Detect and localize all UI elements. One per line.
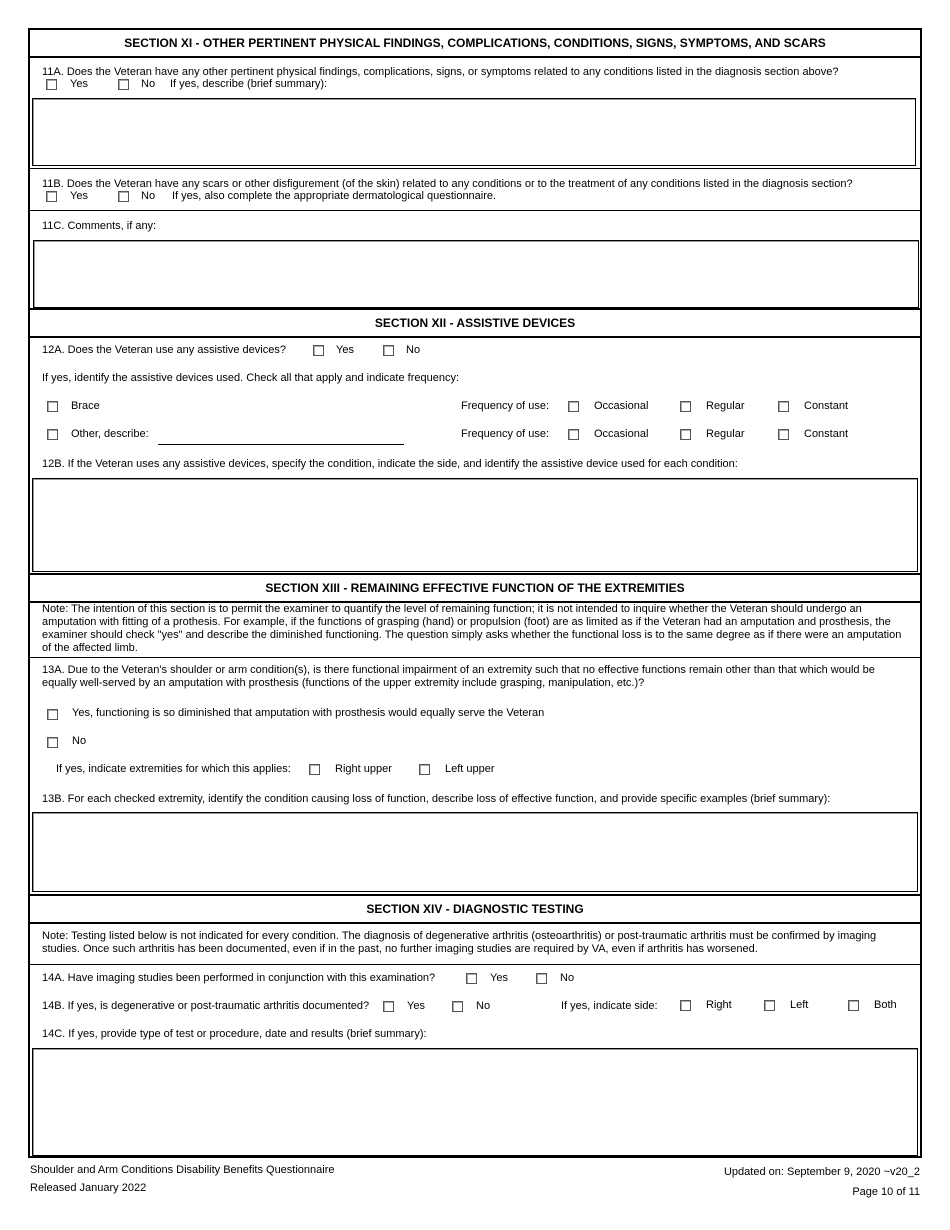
side-right-label: Right: [706, 999, 732, 1011]
left-upper-checkbox[interactable]: [419, 764, 430, 775]
q11b-no-checkbox[interactable]: [118, 191, 129, 202]
divider: [30, 657, 920, 658]
question-12a: 12A. Does the Veteran use any assistive devices?: [42, 344, 286, 356]
question-11a: 11A. Does the Veteran have any other pertinent physical findings, complications, signs, or symptoms related to any conditions listed in the diagnosis section above?: [42, 66, 839, 78]
question-12b: 12B. If the Veteran uses any assistive devices, specify the condition, indicate the side, and identify the assistive device used for each condition:: [42, 458, 738, 470]
q14b-no-label: No: [476, 1000, 491, 1012]
side-both-checkbox[interactable]: [848, 1000, 859, 1011]
q11a-no-checkbox[interactable]: [118, 79, 129, 90]
brace-constant-checkbox[interactable]: [778, 401, 789, 412]
q13a-yes-label: Yes, functioning is so diminished that amputation with prosthesis would equally serve the Veteran: [72, 707, 545, 719]
brace-occasional-label: Occasional: [594, 400, 649, 412]
brace-occasional-checkbox[interactable]: [568, 401, 579, 412]
brace-regular-checkbox[interactable]: [680, 401, 691, 412]
other-constant-label: Constant: [804, 428, 849, 440]
q12a-yes-checkbox[interactable]: [313, 345, 324, 356]
left-upper-label: Left upper: [445, 763, 495, 775]
q12b-details-field[interactable]: [32, 478, 918, 572]
brace-label: Brace: [71, 400, 100, 412]
divider: [30, 922, 920, 924]
q14b-yes-checkbox[interactable]: [383, 1001, 394, 1012]
q13b-details-field[interactable]: [32, 812, 918, 892]
question-13a: 13A. Due to the Veteran's shoulder or arm condition(s), is there functional impairment of an extremity such that no effective functions remain other than that which would be equally well-served by an amputation with prosthesis (functions of the upper extremity include grasping, manipulation, etc.)?: [42, 664, 875, 689]
side-both-label: Both: [874, 999, 897, 1011]
question-11b: 11B. Does the Veteran have any scars or other disfigurement (of the skin) related to any conditions or to the treatment of any conditions listed in the diagnosis section?: [42, 178, 853, 190]
question-11c: 11C. Comments, if any:: [42, 220, 157, 232]
other-regular-checkbox[interactable]: [680, 429, 691, 440]
q11b-no-label: No: [141, 190, 156, 202]
q14b-yes-label: Yes: [407, 1000, 425, 1012]
section-xiii-note: Note: The intention of this section is to permit the examiner to quantify the level of remaining function; it is not intended to inquire whether the Veteran should undergo an amputation with fitting of a prothesis. For example, if the functions of grasping (hand) or propulsion (foot) are as limited as if the Veteran had an amputation and prosthesis, the examiner should check "yes" and describe the diminished functioning. The question simply asks whether the functional loss is to the same degree as if there were an amputation of the affected limb.: [42, 603, 902, 654]
assistive-devices-instructions: If yes, identify the assistive devices used. Check all that apply and indicate frequency:: [42, 372, 460, 384]
q11a-yes-checkbox[interactable]: [46, 79, 57, 90]
q14c-results-field[interactable]: [32, 1048, 918, 1156]
brace-constant-label: Constant: [804, 400, 849, 412]
release-date: Released January 2022: [30, 1182, 147, 1194]
section-xiv-note: Note: Testing listed below is not indicated for every condition. The diagnosis of degenerative arthritis (osteoarthritis) or post-traumatic arthritis must be confirmed by imaging studies. Once such arthritis has been documented, even if in the past, no further imaging studies are required by VA, even if arthritis has worsened.: [42, 930, 877, 955]
extremities-label: If yes, indicate extremities for which this applies:: [56, 763, 291, 775]
q11a-no-label: No: [141, 78, 156, 90]
question-14a: 14A. Have imaging studies been performed in conjunction with this examination?: [42, 972, 436, 984]
right-upper-label: Right upper: [335, 763, 392, 775]
other-device-checkbox[interactable]: [47, 429, 58, 440]
brace-checkbox[interactable]: [47, 401, 58, 412]
other-device-label: Other, describe:: [71, 428, 149, 440]
q14a-yes-label: Yes: [490, 972, 508, 984]
side-left-label: Left: [790, 999, 809, 1011]
q14a-no-checkbox[interactable]: [536, 973, 547, 984]
side-label: If yes, indicate side:: [561, 1000, 658, 1012]
question-14c: 14C. If yes, provide type of test or procedure, date and results (brief summary):: [42, 1028, 427, 1040]
q13a-no-checkbox[interactable]: [47, 737, 58, 748]
side-right-checkbox[interactable]: [680, 1000, 691, 1011]
other-occasional-checkbox[interactable]: [568, 429, 579, 440]
q12a-yes-label: Yes: [336, 344, 354, 356]
form-title: Shoulder and Arm Conditions Disability Benefits Questionnaire: [30, 1164, 335, 1176]
section-xi-header: SECTION XI - OTHER PERTINENT PHYSICAL FINDINGS, COMPLICATIONS, CONDITIONS, SIGNS, SYMPTOMS, AND SCARS: [124, 36, 826, 50]
question-14b: 14B. If yes, is degenerative or post-traumatic arthritis documented?: [42, 1000, 370, 1012]
q12a-no-label: No: [406, 344, 421, 356]
divider: [30, 56, 920, 58]
q11a-description-field[interactable]: [32, 98, 916, 166]
q13a-no-label: No: [72, 735, 87, 747]
q11a-hint: If yes, describe (brief summary):: [170, 78, 328, 90]
divider: [30, 168, 920, 169]
q11b-yes-checkbox[interactable]: [46, 191, 57, 202]
other-device-description-input[interactable]: [158, 444, 404, 445]
section-xiii-header: SECTION XIII - REMAINING EFFECTIVE FUNCTION OF THE EXTREMITIES: [265, 581, 685, 595]
q11b-yes-label: Yes: [70, 190, 88, 202]
q14b-no-checkbox[interactable]: [452, 1001, 463, 1012]
other-frequency-label: Frequency of use:: [461, 428, 550, 440]
section-xiv-header: SECTION XIV - DIAGNOSTIC TESTING: [366, 902, 584, 916]
brace-regular-label: Regular: [706, 400, 745, 412]
question-13b: 13B. For each checked extremity, identify the condition causing loss of function, describe loss of effective function, and provide specific examples (brief summary):: [42, 793, 831, 805]
brace-frequency-label: Frequency of use:: [461, 400, 550, 412]
other-occasional-label: Occasional: [594, 428, 649, 440]
q11b-hint: If yes, also complete the appropriate dermatological questionnaire.: [172, 190, 497, 202]
other-constant-checkbox[interactable]: [778, 429, 789, 440]
divider: [30, 210, 920, 211]
questionnaire-page: [28, 28, 922, 1158]
updated-date: Updated on: September 9, 2020 ~v20_2: [723, 1166, 920, 1178]
other-regular-label: Regular: [706, 428, 745, 440]
q11c-comments-field[interactable]: [33, 240, 919, 308]
q11a-yes-label: Yes: [70, 78, 88, 90]
side-left-checkbox[interactable]: [764, 1000, 775, 1011]
divider: [30, 964, 920, 965]
section-xii-header: SECTION XII - ASSISTIVE DEVICES: [374, 316, 576, 330]
right-upper-checkbox[interactable]: [309, 764, 320, 775]
q13a-yes-checkbox[interactable]: [47, 709, 58, 720]
q14a-no-label: No: [560, 972, 575, 984]
q12a-no-checkbox[interactable]: [383, 345, 394, 356]
q14a-yes-checkbox[interactable]: [466, 973, 477, 984]
page-number: Page 10 of 11: [852, 1186, 920, 1198]
divider: [30, 336, 920, 338]
